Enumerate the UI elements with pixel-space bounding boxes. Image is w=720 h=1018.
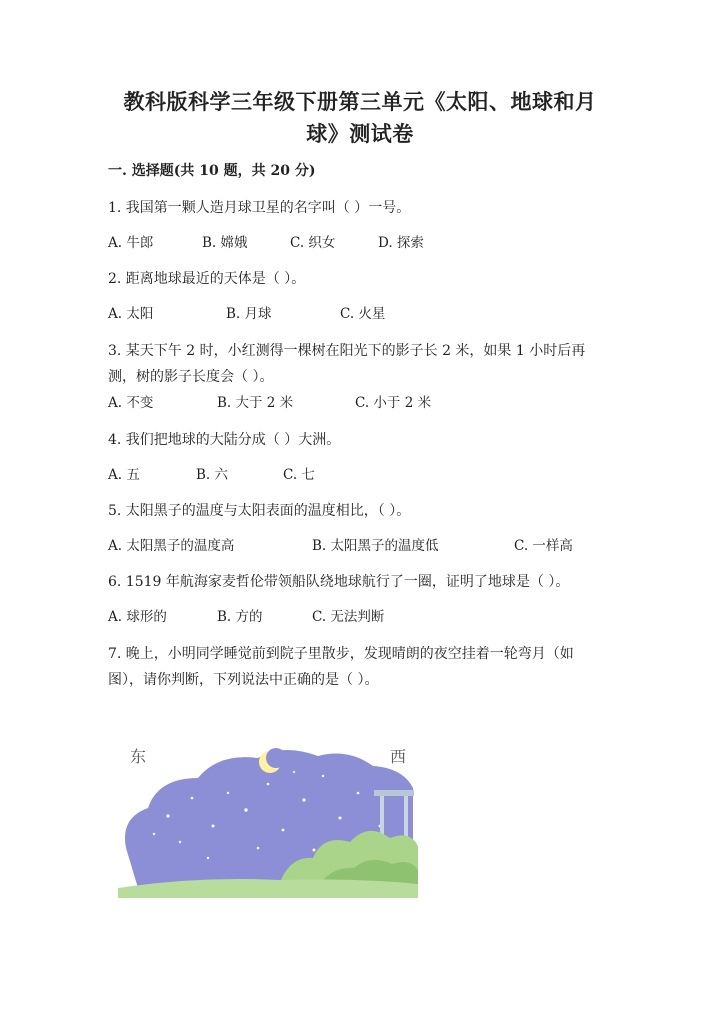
q1-option-b: B. 嫦娥 xyxy=(202,235,248,251)
question-7 xyxy=(108,641,608,693)
question-6: 6. 1519 年航海家麦哲伦带领船队绕地球航行了一圈，证明了地球是（ ）。 xyxy=(108,574,570,590)
q4-option-c: C. 七 xyxy=(283,467,315,483)
question-5: 5. 太阳黑子的温度与太阳表面的温度相比，（ ）。 xyxy=(108,503,411,519)
q7-line-1: 7. 晚上，小明同学睡觉前到院子里散步，发现晴朗的夜空挂着一轮弯月（如 xyxy=(108,646,574,662)
q6-option-a: A. 球形的 xyxy=(108,609,167,625)
q2-option-c: C. 火星 xyxy=(340,306,386,322)
night-sky-image xyxy=(118,738,418,898)
east-label: 东 xyxy=(130,747,147,766)
q1-option-a: A. 牛郎 xyxy=(108,235,154,251)
section-heading: 一. 选择题(共 10 题，共 20 分) xyxy=(108,163,316,179)
question-2: 2. 距离地球最近的天体是（ ）。 xyxy=(108,271,306,287)
west-label: 西 xyxy=(390,747,407,766)
title-line-1: 教科版科学三年级下册第三单元《太阳、地球和月 xyxy=(123,89,597,114)
q4-option-b: B. 六 xyxy=(196,467,229,483)
question-1: 1. 我国第一颗人造月球卫星的名字叫（ ）一号。 xyxy=(108,200,411,216)
q4-option-a: A. 五 xyxy=(108,467,140,483)
question-3 xyxy=(108,338,608,390)
q3-option-b: B. 大于 2 米 xyxy=(217,395,294,411)
q5-option-c: C. 一样高 xyxy=(514,538,573,554)
q5-option-a: A. 太阳黑子的温度高 xyxy=(108,538,235,554)
q3-line-2: 测，树的影子长度会（ ）。 xyxy=(108,369,274,385)
q2-option-b: B. 月球 xyxy=(226,306,272,322)
q1-option-d: D. 探索 xyxy=(378,235,424,251)
q3-line-1: 3. 某天下午 2 时，小红测得一棵树在阳光下的影子长 2 米，如果 1 小时后再 xyxy=(108,343,586,359)
q3-option-c: C. 小于 2 米 xyxy=(355,395,432,411)
q6-option-c: C. 无法判断 xyxy=(312,609,385,625)
q3-option-a: A. 不变 xyxy=(108,395,154,411)
question-4: 4. 我们把地球的大陆分成（ ）大洲。 xyxy=(108,432,341,448)
q7-line-2: 图），请你判断，下列说法中正确的是（ ）。 xyxy=(108,672,379,688)
page-title xyxy=(100,86,620,150)
q1-option-c: C. 织女 xyxy=(290,235,336,251)
q6-option-b: B. 方的 xyxy=(217,609,263,625)
q2-option-a: A. 太阳 xyxy=(108,306,154,322)
q5-option-b: B. 太阳黑子的温度低 xyxy=(312,538,439,554)
night-sky-illustration xyxy=(118,738,418,898)
title-line-2: 球》测试卷 xyxy=(306,121,414,146)
